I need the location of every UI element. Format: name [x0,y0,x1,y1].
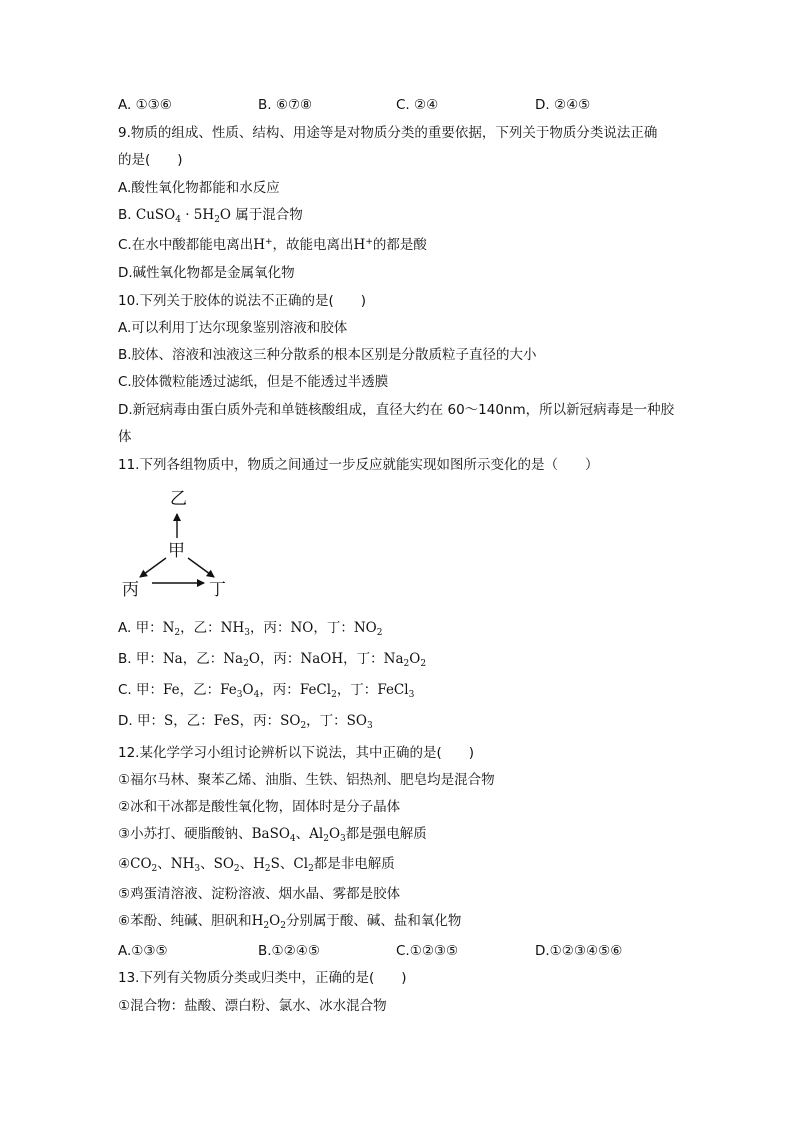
q9-option-c-text: C.在水中酸都能电离出 [118,237,254,253]
text-part: 都是非电解质 [313,856,395,872]
text-part: 、 [279,856,294,872]
text-part: ④ [118,856,131,872]
diagram-label-jia: 甲 [168,541,185,561]
formula-part: O [242,682,254,698]
q11-option-d [118,712,373,730]
q11-stem: 11.下列各组物质中，物质之间通过一步反应就能实现如图所示变化的是（ ） [118,457,599,473]
formula-part: SO [346,713,367,729]
formula-part: NH [220,620,245,636]
text-part: 、 [200,856,214,872]
q10-option-d-line-2: 体 [118,429,132,445]
q12-statement-5: ⑤鸡蛋清溶液、淀粉溶液、烟水晶、雾都是胶体 [118,886,401,902]
q10-option-b: B.胶体、溶液和浊液这三种分散系的根本区别是分散质粒子直径的大小 [118,347,537,363]
q12-option-c: C.①②③⑤ [396,943,459,959]
formula-subscript: 3 [244,628,250,638]
q13-stem: 13.下列有关物质分类或归类中，正确的是( ) [118,970,407,986]
q12-statement-2: ②冰和干冰都是酸性氧化物，固体时是分子晶体 [118,799,401,815]
text-part: ，丙： [249,620,291,636]
text-part: C. 甲： [118,682,164,698]
formula-part: Al [309,826,324,842]
diagram-label-ding: 丁 [209,580,226,600]
formula-part: · 5H [180,207,215,223]
q9-stem-line-1: 9.物质的组成、性质、结构、用途等是对物质分类的重要依据，下列关于物质分类说法正确 [118,125,658,141]
formula-part: Fe [220,682,237,698]
text-part: ，丁： [336,682,378,698]
formula-part: NaOH [300,651,344,667]
q13-statement-1: ①混合物：盐酸、漂白粉、氯水、冰水混合物 [118,998,387,1014]
text-part: ⑥苯酚、纯碱、胆矾和 [118,913,252,929]
q9-option-b-prefix: B. [118,207,136,223]
q11-option-b [118,650,426,668]
formula-subscript: 3 [340,834,346,844]
formula-subscript: 3 [408,690,415,700]
q8-option-a: A. ①③⑥ [118,97,172,113]
text-part: 分别属于酸、碱、盐和氧化物 [285,913,462,929]
text-part: ，乙： [182,651,224,667]
q12-stem: 12.某化学学习小组讨论辨析以下说法，其中正确的是( ) [118,745,475,761]
reaction-diagram [118,484,238,604]
text-part: 、 [239,856,254,872]
q9-option-c-text: ，故能电离出 [272,237,354,253]
formula-part: N [162,620,175,636]
q8-option-d: D. ②④⑤ [535,97,591,113]
formula-subscript: 2 [233,864,240,874]
text-part: D. 甲： [118,713,164,729]
formula-part: O [219,207,231,223]
formula-part: Cl [293,856,309,872]
q12-statement-1: ①福尔马林、聚苯乙烯、油脂、生铁、铝热剂、肥皂均是混合物 [118,772,495,788]
formula-part: O [269,913,281,929]
formula-part: Na [383,651,404,667]
q12-option-d: D.①②③④⑤⑥ [535,943,623,959]
formula-subscript: 2 [323,834,329,844]
formula-part: SO [280,713,301,729]
formula-part: NO [353,620,377,636]
q8-option-c: C. ②④ [396,97,439,113]
formula-part: CO [130,856,152,872]
text-part: ，丙： [239,713,281,729]
formula-part: CuSO [135,207,176,223]
formula-part: O [248,651,260,667]
ion-charge: + [365,237,373,247]
q10-stem: 10.下列关于胶体的说法不正确的是( ) [118,293,367,309]
formula-part: S [270,856,280,872]
formula-part: Na [162,651,183,667]
diagram-label-yi: 乙 [170,489,187,509]
formula-part: SO [213,856,234,872]
q12-option-a: A.①③⑤ [118,943,168,959]
formula-part: Fe [163,682,180,698]
text-part: ，乙： [179,682,221,698]
formula-part: S [163,713,174,729]
q9-stem-line-2: 的是( ) [118,152,183,168]
q12-statement-4 [118,855,395,873]
formula-part: BaSO [251,826,290,842]
q10-option-a: A.可以利用丁达尔现象鉴别溶液和胶体 [118,320,348,336]
formula-subscript: 2 [214,215,220,225]
text-part: ，丙： [259,682,300,698]
formula-subscript: 4 [175,215,181,225]
formula-part: O [409,651,421,667]
q9-option-a: A.酸性氧化物都能和水反应 [118,180,280,196]
q10-option-d-line-1: D.新冠病毒由蛋白质外壳和单链核酸组成，直径大约在 60～140nm，所以新冠病毒是一种胶 [118,402,675,418]
q12-statement-6 [118,912,461,930]
q12-statement-3 [118,825,427,843]
formula-subscript: 2 [308,864,314,874]
formula-part: NO [290,620,314,636]
arrow-jia-to-ding [188,558,214,577]
formula-part: FeCl [299,682,332,698]
arrow-jia-to-bing [140,558,166,577]
q12-option-b: B.①②④⑤ [258,943,320,959]
formula-part: Na [223,651,244,667]
text-part: ，丙： [259,651,301,667]
q9-option-d: D.碱性氧化物都是金属氧化物 [118,265,295,281]
formula-subscript: 2 [264,864,271,874]
formula-subscript: 2 [403,659,410,669]
formula-part: FeCl [377,682,409,698]
q9-option-b [118,206,303,224]
formula-subscript: 2 [243,659,249,669]
ion-symbol: H [253,237,265,253]
text-part: ，丁： [343,651,384,667]
ion-symbol: H [353,237,366,253]
text-part: A. 甲： [118,620,163,636]
q10-option-c: C.胶体微粒能透过滤纸，但是不能透过半透膜 [118,374,389,390]
q9-option-b-suffix: 属于混合物 [231,207,303,223]
formula-part: H [253,856,265,872]
formula-part: NH [170,856,195,872]
q11-option-c [118,681,414,699]
formula-subscript: 2 [263,921,270,931]
text-part: ，丁： [313,620,354,636]
formula-subscript: 2 [280,921,286,931]
formula-subscript: 2 [420,659,427,669]
text-part: 、 [295,826,310,842]
formula-subscript: 2 [376,628,383,638]
formula-part: H [251,913,264,929]
q9-option-c [118,236,427,254]
text-part: 都是强电解质 [345,826,427,842]
q11-option-a [118,619,382,637]
formula-subscript: 2 [174,628,181,638]
text-part: 、 [157,856,171,872]
formula-subscript: 2 [331,690,337,700]
formula-subscript: 2 [300,721,307,731]
text-part: ，乙： [180,620,221,636]
formula-subscript: 4 [253,690,260,700]
formula-subscript: 4 [289,834,296,844]
formula-part: O [328,826,341,842]
formula-part: FeS [213,713,240,729]
q8-option-b: B. ⑥⑦⑧ [258,97,313,113]
ion-charge: + [265,237,273,247]
q9-option-c-text: 的都是酸 [372,237,427,253]
formula-subscript: 3 [367,721,373,731]
text-part: B. 甲： [118,651,163,667]
text-part: ③小苏打、硬脂酸钠、 [118,826,252,842]
formula-subscript: 3 [236,690,243,700]
diagram-label-bing: 丙 [122,580,139,600]
text-part: ，乙： [173,713,214,729]
formula-subscript: 3 [194,864,201,874]
formula-subscript: 2 [151,864,158,874]
text-part: ，丁： [306,713,347,729]
